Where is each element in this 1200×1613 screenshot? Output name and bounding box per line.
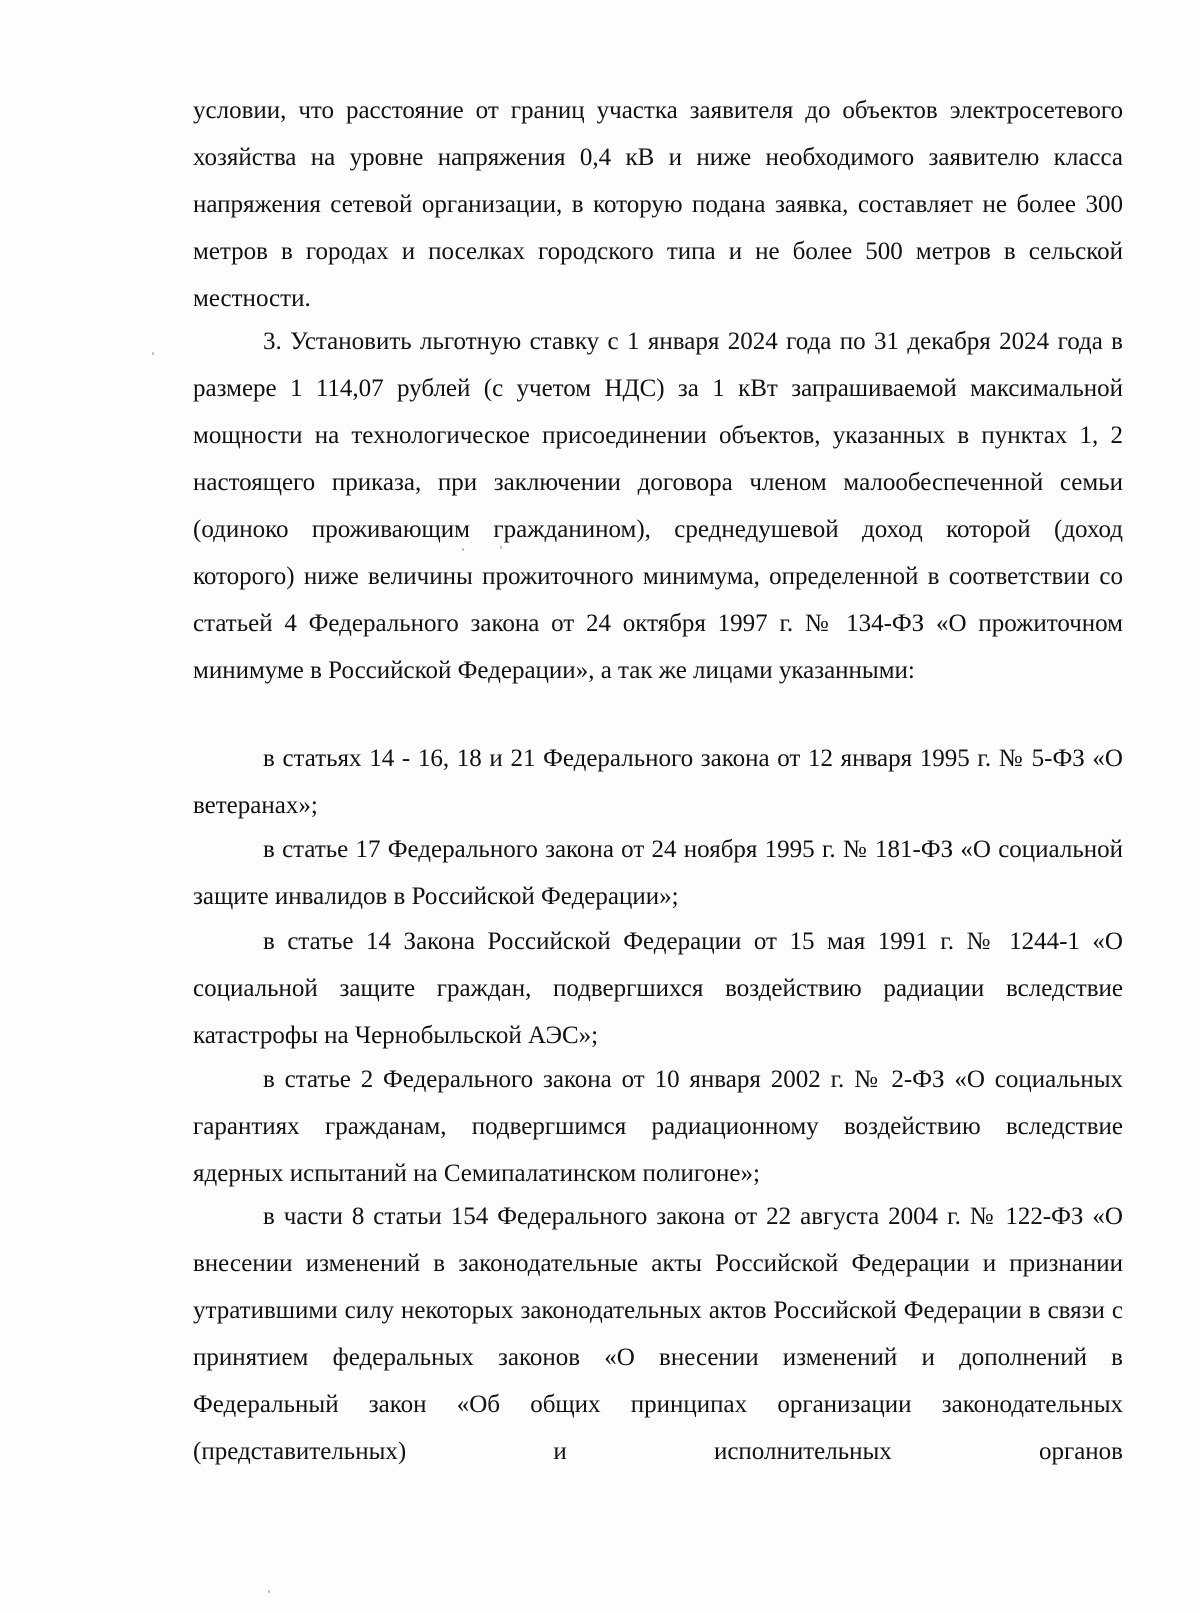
paragraph-connection-distance: условии, что расстояние от границ участка заявителя до объектов электросетевого хозяйства на уровне напряжения 0,4 кВ и ниже необходимого заявителю класса напряжения сетевой организации, в которую подана заявка, составляет не более 300 метров в городах и поселках городского типа и не более 500 метров в сельской местности. [193,97,1123,312]
scan-speck [500,546,502,549]
scan-speck [462,548,464,551]
paragraph-item-3-preferential-rate: 3. Установить льготную ставку с 1 января 2024 года по 31 декабря 2024 года в размере 1 114,07 рублей (с учетом НДС) за 1 кВт запрашиваемой максимальной мощности на технологическое присоединении объектов, указанных в пунктах 1, 2 настоящего приказа, при заключении договора членом малообеспеченной семьи (одиноко проживающим гражданином), среднедушевой доход которой (доход которого) ниже величины прожиточного минимума, определенной в соответствии со статьей 4 Федерального закона от 24 октября 1997 г. № 134-ФЗ «О прожиточном минимуме в Российской Федерации», а так же лицами указанными: [193,328,1123,684]
paragraph-semipalatinsk-law: в статье 2 Федерального закона от 10 января 2002 г. № 2-ФЗ «О социальных гарантиях гражданам, подвергшимся радиационному воздействию вследствие ядерных испытаний на Семипалатинском полигоне»; [193,1066,1123,1187]
paragraph-veterans-law: в статьях 14 - 16, 18 и 21 Федерального закона от 12 января 1995 г. № 5-ФЗ «О ветеранах»; [193,745,1123,819]
paragraph-law-122-fz: в части 8 статьи 154 Федерального закона от 22 августа 2004 г. № 122-ФЗ «О внесении изменений в законодательные акты Российской Федерации и признании утратившими силу некоторых законодательных актов Российской Федерации в связи с принятием федеральных законов «О внесении изменений и дополнений в Федеральный закон «Об общих принципах организации законодательных (представительных) и исполнительных органов [193,1203,1123,1465]
paragraph-disabled-persons-law: в статье 17 Федерального закона от 24 ноября 1995 г. № 181-ФЗ «О социальной защите инвалидов в Российской Федерации»; [193,836,1123,910]
scan-speck [268,1590,270,1593]
paragraph-chernobyl-law: в статье 14 Закона Российской Федерации от 15 мая 1991 г. № 1244-1 «О социальной защите граждан, подвергшихся воздействию радиации вследствие катастрофы на Чернобыльской АЭС»; [193,928,1123,1049]
scan-speck [152,352,154,355]
